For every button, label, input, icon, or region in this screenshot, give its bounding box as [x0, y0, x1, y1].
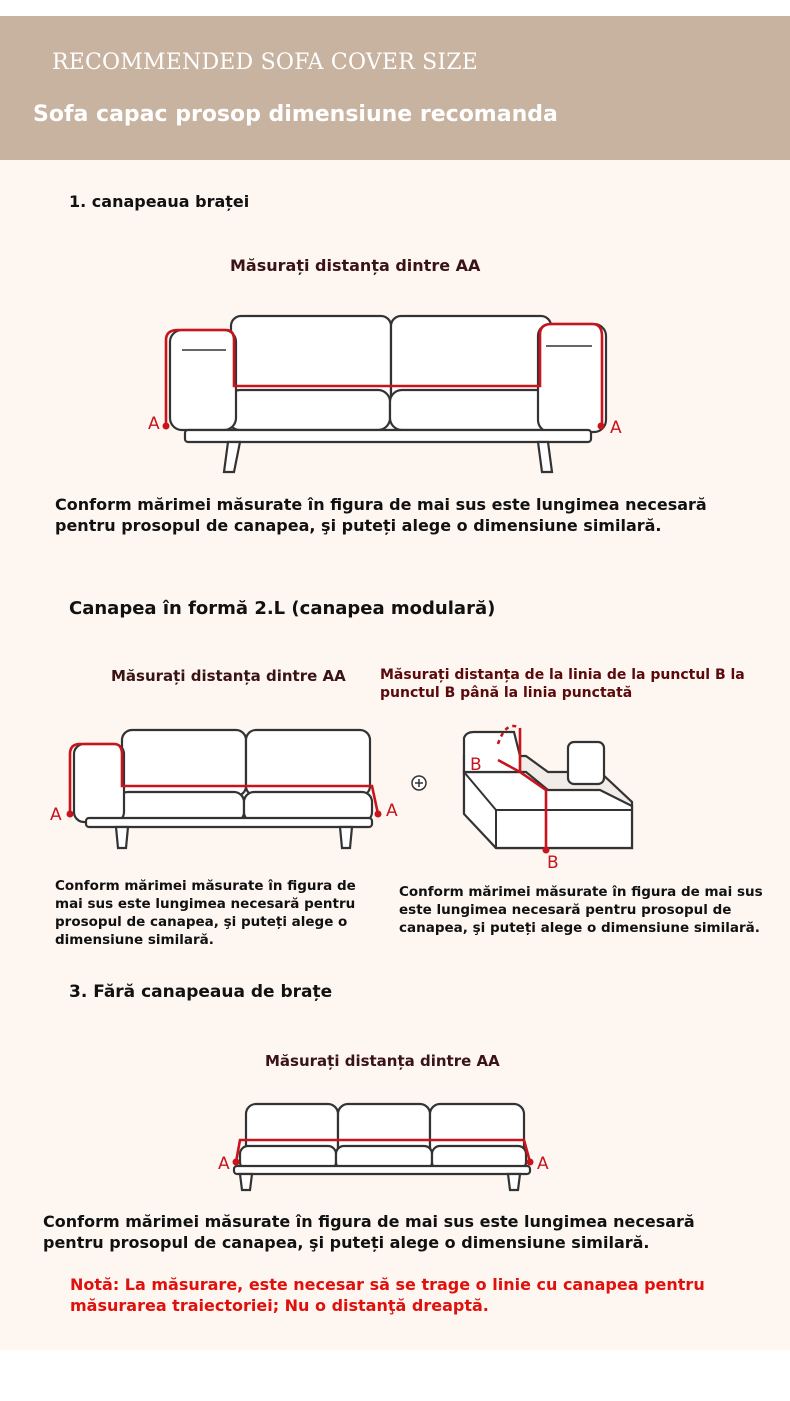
- section1-body: Conform mărimei măsurate în figura de mai sus este lungimea necesară pentru prosopul de canapea, şi puteți alege o dimensiune similară.: [55, 495, 707, 535]
- section1-label-a-left: A: [148, 414, 160, 434]
- section2-body-right: Conform mărimei măsurate în figura de mai sus este lungimea necesară pentru prosopul de canapea, şi puteți alege o dimensiune similară.: [399, 884, 763, 936]
- section2-caption-right: Măsurați distanța de la linia de la punctul B la punctul B până la linia punctată: [380, 667, 745, 701]
- sofa-no-arms-diagram: [0, 16, 790, 1350]
- section2-body-left: Conform mărimei măsurate în figura de mai sus este lungimea necesară pentru prosopul de canapea, şi puteți alege o dimensiune similară.: [55, 878, 356, 948]
- section1-heading: 1. canapeaua braței: [69, 192, 250, 211]
- section2-heading: Canapea în formă 2.L (canapea modulară): [69, 598, 496, 619]
- section3-label-a-left: A: [218, 1154, 230, 1174]
- section3-label-a-right: A: [537, 1154, 549, 1174]
- section3-caption: Măsurați distanța dintre AA: [265, 1052, 500, 1070]
- section3-body: Conform mărimei măsurate în figura de mai sus este lungimea necesară pentru prosopul de canapea, şi puteți alege o dimensiune similară.: [43, 1212, 695, 1252]
- section2-label-b-top: B: [470, 755, 482, 775]
- measurement-note: Notă: La măsurare, este necesar să se trage o linie cu canapea pentru măsurarea traiectoriei; Nu o distanţă dreaptă.: [70, 1275, 705, 1315]
- header-title-en: RECOMMENDED SOFA COVER SIZE: [52, 50, 479, 75]
- section3-heading: 3. Fără canapeaua de brațe: [69, 982, 333, 1002]
- section2-caption-left: Măsurați distanța dintre AA: [111, 667, 346, 685]
- section1-label-a-right: A: [610, 418, 622, 438]
- section2-label-a-right: A: [386, 801, 398, 821]
- section2-label-b-bottom: B: [547, 853, 559, 873]
- section1-caption: Măsurați distanța dintre AA: [230, 256, 481, 275]
- header-title-ro: Sofa capac prosop dimensiune recomanda: [33, 102, 558, 127]
- page-background: [0, 16, 790, 1350]
- section2-label-a-left: A: [50, 805, 62, 825]
